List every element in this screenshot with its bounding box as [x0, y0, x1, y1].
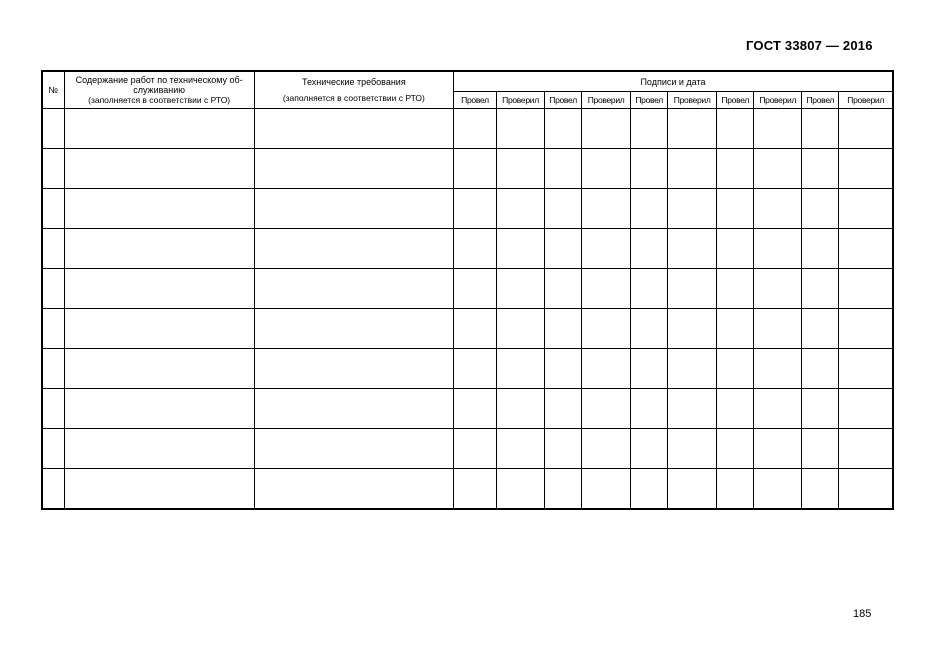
table-cell [839, 309, 893, 349]
subheader-checked: Проверил [582, 92, 631, 109]
table-cell [545, 149, 582, 189]
table-cell [497, 189, 545, 229]
subheader-conducted: Провел [631, 92, 668, 109]
table-cell [545, 109, 582, 149]
table-cell [42, 469, 64, 510]
table-cell [668, 229, 717, 269]
table-cell [254, 309, 453, 349]
table-cell [254, 229, 453, 269]
table-cell [754, 349, 802, 389]
table-cell [64, 109, 254, 149]
table-cell [453, 149, 496, 189]
table-cell [545, 229, 582, 269]
table-cell [582, 149, 631, 189]
table-cell [42, 429, 64, 469]
requirements-label: Технические требования [301, 77, 406, 87]
requirements-note: (заполняется в соответствии с РТО) [282, 93, 425, 103]
table-cell [254, 189, 453, 229]
table-cell [717, 309, 754, 349]
table-cell [802, 389, 839, 429]
table-cell [497, 389, 545, 429]
table-cell [64, 429, 254, 469]
table-cell [545, 349, 582, 389]
table-cell [42, 269, 64, 309]
table-cell [64, 469, 254, 510]
table-cell [64, 229, 254, 269]
table-cell [668, 389, 717, 429]
table-row [42, 269, 893, 309]
table-cell [497, 349, 545, 389]
table-cell [545, 429, 582, 469]
table-cell [254, 389, 453, 429]
table-cell [64, 389, 254, 429]
table-cell [64, 149, 254, 189]
table-cell [802, 309, 839, 349]
table-cell [754, 309, 802, 349]
table-cell [42, 389, 64, 429]
table-cell [754, 229, 802, 269]
table-cell [497, 429, 545, 469]
table-cell [839, 229, 893, 269]
table-cell [754, 429, 802, 469]
table-body [42, 109, 893, 510]
table-cell [754, 189, 802, 229]
table-cell [717, 269, 754, 309]
table-cell [254, 269, 453, 309]
column-header-requirements [254, 71, 453, 109]
table-cell [631, 469, 668, 510]
table-cell [839, 189, 893, 229]
document-standard-title: ГОСТ 33807 — 2016 [746, 38, 873, 53]
table-cell [802, 109, 839, 149]
table-cell [42, 109, 64, 149]
table-cell [64, 269, 254, 309]
table-cell [668, 189, 717, 229]
table-cell [42, 189, 64, 229]
table-cell [497, 469, 545, 510]
table-cell [254, 149, 453, 189]
table-cell [453, 469, 496, 510]
work-content-label: Содержание работ по техническому об-служиванию [75, 75, 243, 95]
table-cell [631, 269, 668, 309]
table-cell [64, 189, 254, 229]
table-cell [631, 229, 668, 269]
table-cell [497, 309, 545, 349]
table-cell [839, 349, 893, 389]
table-cell [668, 109, 717, 149]
table-cell [254, 429, 453, 469]
table-cell [453, 309, 496, 349]
table-cell [839, 429, 893, 469]
table-cell [668, 469, 717, 510]
table-row [42, 469, 893, 510]
table-cell [631, 309, 668, 349]
column-header-number: № [42, 71, 64, 109]
table-cell [453, 189, 496, 229]
table-cell [545, 189, 582, 229]
table-cell [582, 349, 631, 389]
table-cell [64, 349, 254, 389]
table-cell [839, 149, 893, 189]
table-cell [582, 189, 631, 229]
subheader-checked: Проверил [754, 92, 802, 109]
table-cell [582, 109, 631, 149]
table-cell [754, 469, 802, 510]
table-cell [839, 389, 893, 429]
subheader-conducted: Провел [545, 92, 582, 109]
table-cell [802, 189, 839, 229]
table-cell [802, 349, 839, 389]
table-cell [582, 229, 631, 269]
table-cell [839, 269, 893, 309]
table-cell [754, 149, 802, 189]
subheader-conducted: Провел [802, 92, 839, 109]
table-cell [453, 269, 496, 309]
table-cell [545, 309, 582, 349]
table-cell [717, 229, 754, 269]
table-cell [802, 429, 839, 469]
column-header-work-content [64, 71, 254, 109]
table-cell [631, 349, 668, 389]
table-cell [545, 389, 582, 429]
table-cell [717, 469, 754, 510]
table-cell [668, 309, 717, 349]
table-cell [254, 109, 453, 149]
table-cell [582, 309, 631, 349]
table-cell [42, 229, 64, 269]
table-cell [545, 469, 582, 510]
table-cell [717, 349, 754, 389]
table-row [42, 109, 893, 149]
table-cell [839, 469, 893, 510]
table-cell [668, 429, 717, 469]
table-cell [453, 229, 496, 269]
table-cell [717, 109, 754, 149]
table-row [42, 229, 893, 269]
table-cell [631, 109, 668, 149]
table-cell [497, 269, 545, 309]
table-cell [497, 229, 545, 269]
table-cell [717, 189, 754, 229]
subheader-checked: Проверил [839, 92, 893, 109]
table-cell [668, 149, 717, 189]
subheader-checked: Проверил [497, 92, 545, 109]
table-cell [497, 109, 545, 149]
subheader-checked: Проверил [668, 92, 717, 109]
table-row [42, 349, 893, 389]
table-cell [631, 389, 668, 429]
table-cell [497, 149, 545, 189]
column-header-signatures: Подписи и дата [453, 71, 893, 92]
page-number: 185 [853, 608, 872, 620]
work-content-note: (заполняется в соответствии с РТО) [88, 95, 231, 105]
table-row [42, 389, 893, 429]
table-cell [802, 269, 839, 309]
table-cell [254, 349, 453, 389]
table-cell [582, 269, 631, 309]
table-cell [453, 349, 496, 389]
table-cell [754, 269, 802, 309]
table-cell [631, 149, 668, 189]
table-cell [717, 429, 754, 469]
table-cell [754, 389, 802, 429]
table-cell [668, 269, 717, 309]
table-cell [802, 149, 839, 189]
table-cell [802, 469, 839, 510]
subheader-conducted: Провел [717, 92, 754, 109]
table-cell [582, 469, 631, 510]
table-cell [631, 189, 668, 229]
table-cell [717, 389, 754, 429]
table-cell [254, 469, 453, 510]
table-cell [42, 309, 64, 349]
table-cell [582, 389, 631, 429]
table-cell [582, 429, 631, 469]
table-cell [453, 429, 496, 469]
table-cell [839, 109, 893, 149]
table-cell [42, 149, 64, 189]
maintenance-log-table [41, 70, 894, 510]
table-row [42, 149, 893, 189]
table-cell [453, 389, 496, 429]
table-cell [668, 349, 717, 389]
table-cell [802, 229, 839, 269]
table-cell [545, 269, 582, 309]
table-cell [64, 309, 254, 349]
table-cell [717, 149, 754, 189]
table-row [42, 189, 893, 229]
table-row [42, 309, 893, 349]
table-cell [631, 429, 668, 469]
table-cell [754, 109, 802, 149]
subheader-conducted: Провел [453, 92, 496, 109]
table-row [42, 429, 893, 469]
table-cell [42, 349, 64, 389]
table-cell [453, 109, 496, 149]
